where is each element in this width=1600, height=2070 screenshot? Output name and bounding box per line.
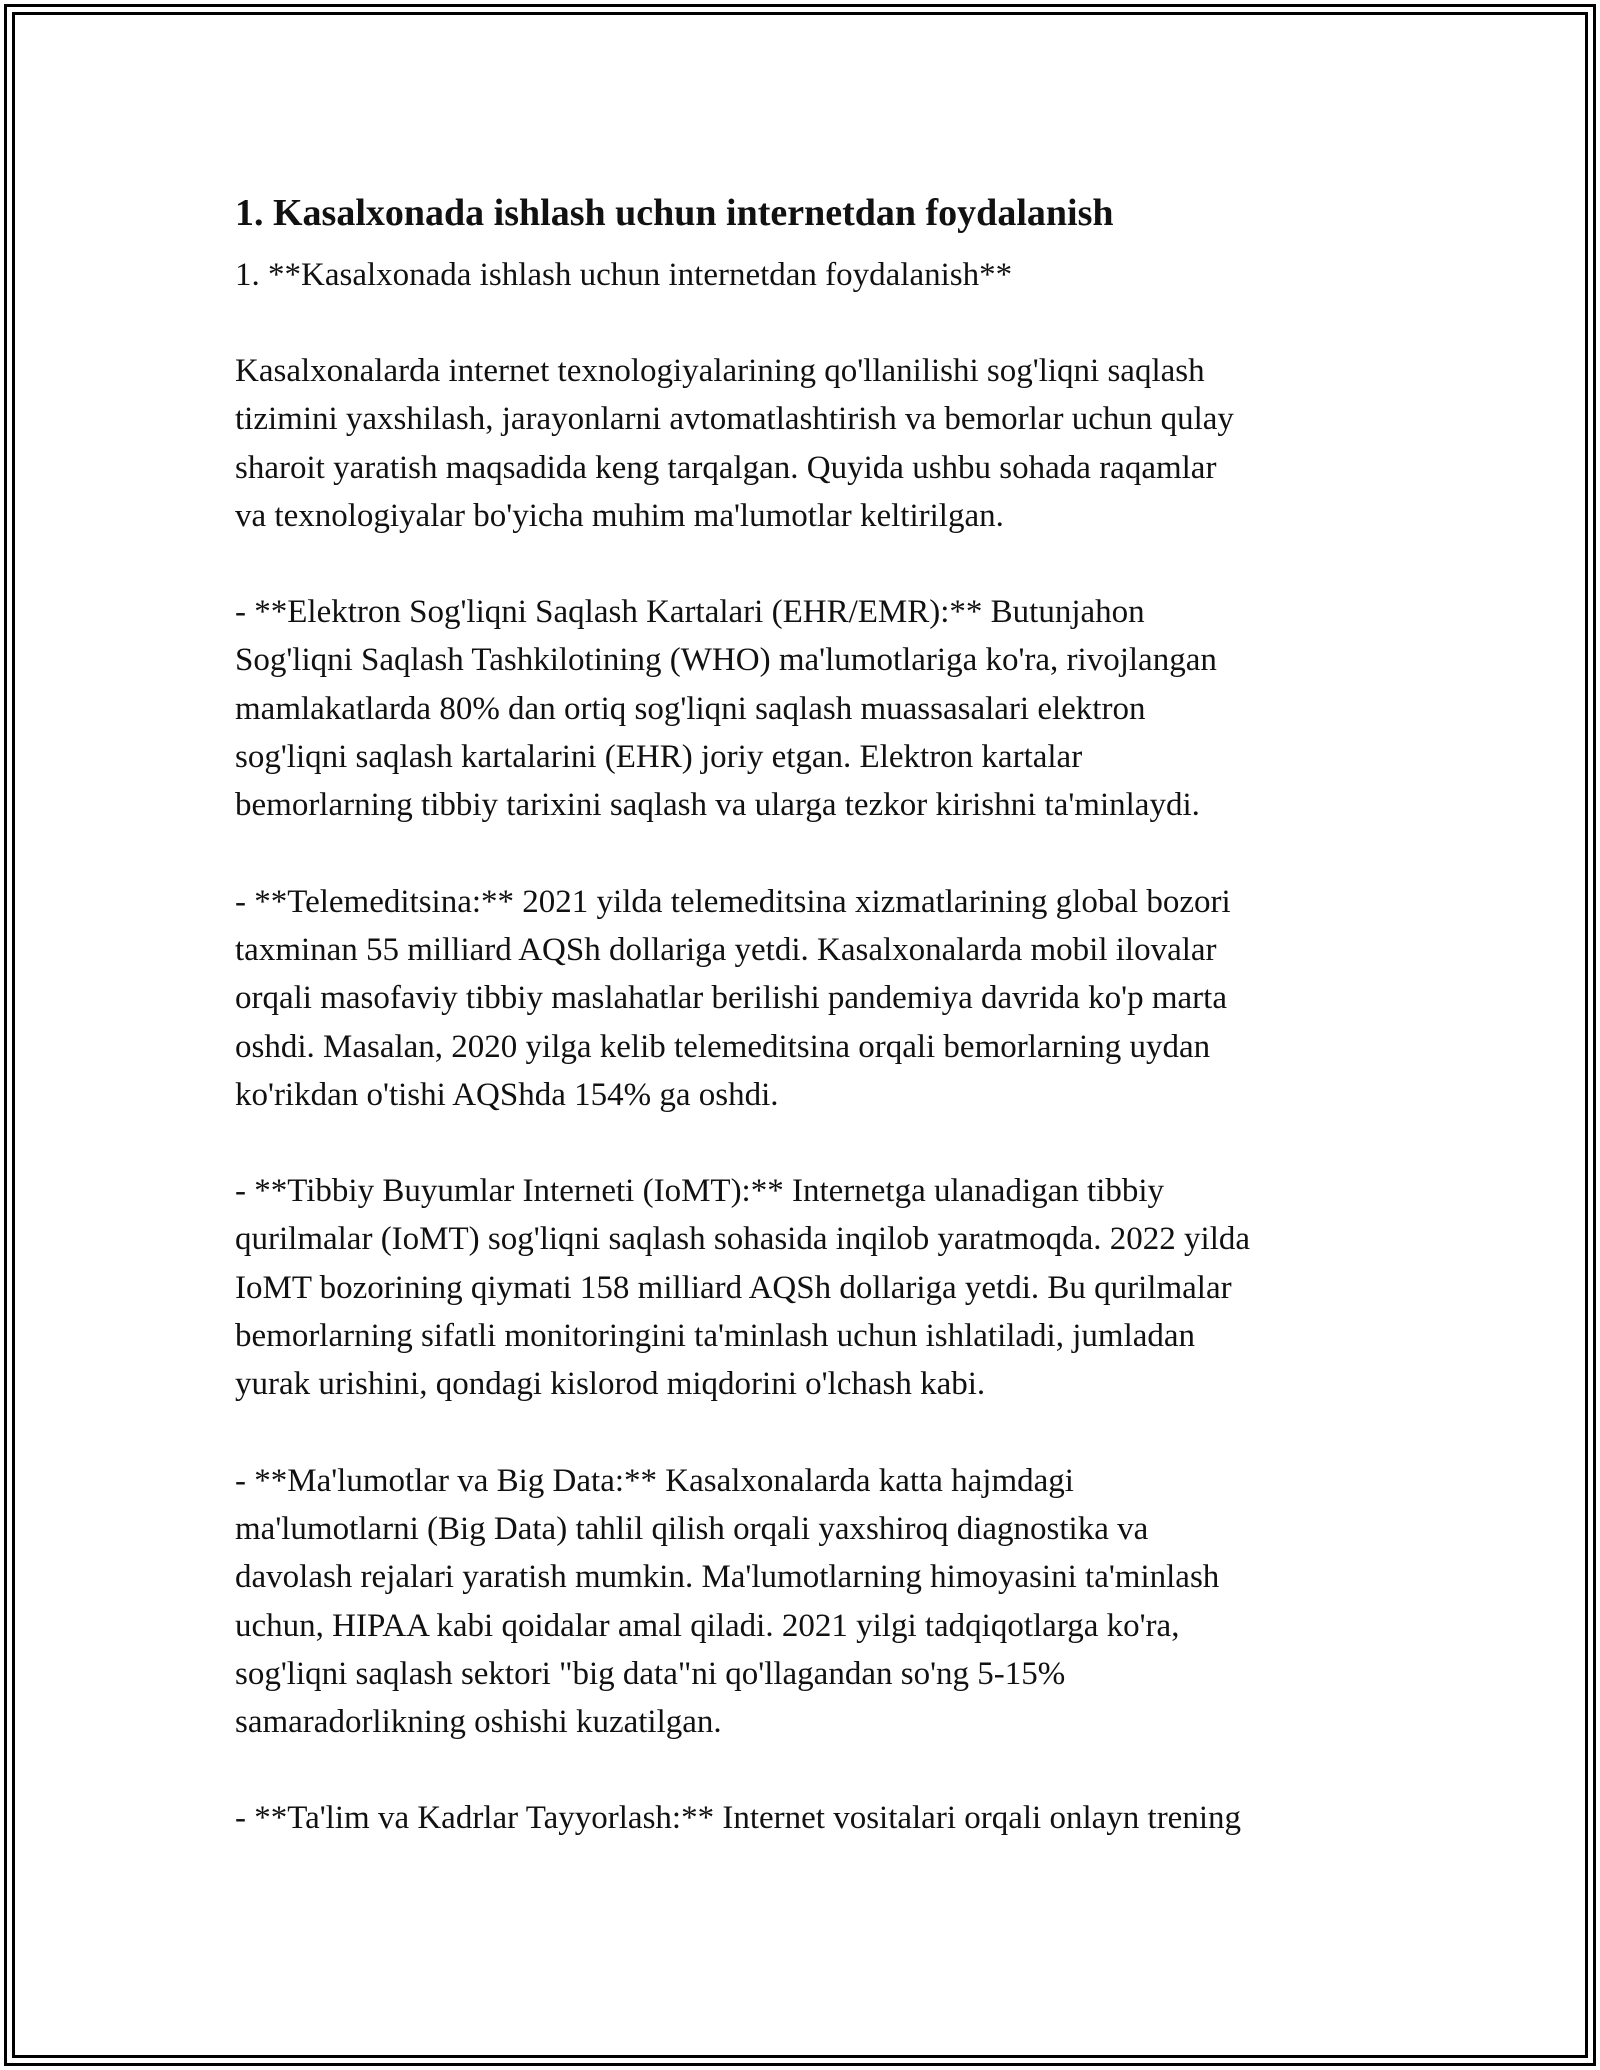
document-title: 1. Kasalxonada ishlash uchun internetdan foydalanish — [235, 192, 1114, 234]
paragraph-telemedicine: - **Telemeditsina:** 2021 yilda telemeditsina xizmatlarining global bozori taxminan 55 milliard AQSh dollariga yetdi. Kasalxonalarda mobil ilovalar orqali masofaviy tibbiy maslahatlar berilishi pandemiya davrida ko'p marta oshdi. Masalan, 2020 yilga kelib telemeditsina orqali bemorlarning uydan ko'rikdan o'tishi AQShda 154% ga oshdi. — [235, 883, 1231, 1113]
paragraph-ehr: - **Elektron Sog'liqni Saqlash Kartalari (EHR/EMR):** Butunjahon Sog'liqni Saqlash Tashkilotining (WHO) ma'lumotlariga ko'ra, rivojlangan mamlakatlarda 80% dan ortiq sog'liqni saqlash muassasalari elektron sog'liqni saqlash kartalarini (EHR) joriy etgan. Elektron kartalar bemorlarning tibbiy tarixini saqlash va ularga tezkor kirishni ta'minlaydi. — [235, 594, 1217, 824]
paragraph-intro: Kasalxonalarda internet texnologiyalarining qo'llanilishi sog'liqni saqlash tizimini yaxshilash, jarayonlarni avtomatlashtirish va bemorlar uchun qulay sharoit yaratish maqsadida keng tarqalgan. Quyida ushbu sohada raqamlar va texnologiyalar bo'yicha muhim ma'lumotlar keltirilgan. — [235, 353, 1234, 534]
document-subtitle: 1. **Kasalxonada ishlash uchun internetdan foydalanish** — [235, 257, 1013, 293]
paragraph-training: - **Ta'lim va Kadrlar Tayyorlash:** Internet vositalari orqali onlayn trening — [235, 1800, 1242, 1837]
document-content — [235, 187, 1375, 1843]
paragraph-big-data: - **Ma'lumotlar va Big Data:** Kasalxonalarda katta hajmdagi ma'lumotlarni (Big Data) tahlil qilish orqali yaxshiroq diagnostika va davolash rejalari yaratish mumkin. Ma'lumotlarning himoyasini ta'minlash uchun, HIPAA kabi qoidalar amal qiladi. 2021 yilgi tadqiqotlarga ko'ra, sog'liqni saqlash sektori "big data"ni qo'llagandan so'ng 5-15% samaradorlikning oshishi kuzatilgan. — [235, 1462, 1220, 1741]
paragraph-iomt: - **Tibbiy Buyumlar Interneti (IoMT):** Internetga ulanadigan tibbiy qurilmalar (IoMT) sog'liqni saqlash sohasida inqilob yaratmoqda. 2022 yilda IoMT bozorining qiymati 158 milliard AQSh dollariga yetdi. Bu qurilmalar bemorlarning sifatli monitoringini ta'minlash uchun ishlatiladi, jumladan yurak urishini, qondagi kislorod miqdorini o'lchash kabi. — [235, 1173, 1251, 1403]
